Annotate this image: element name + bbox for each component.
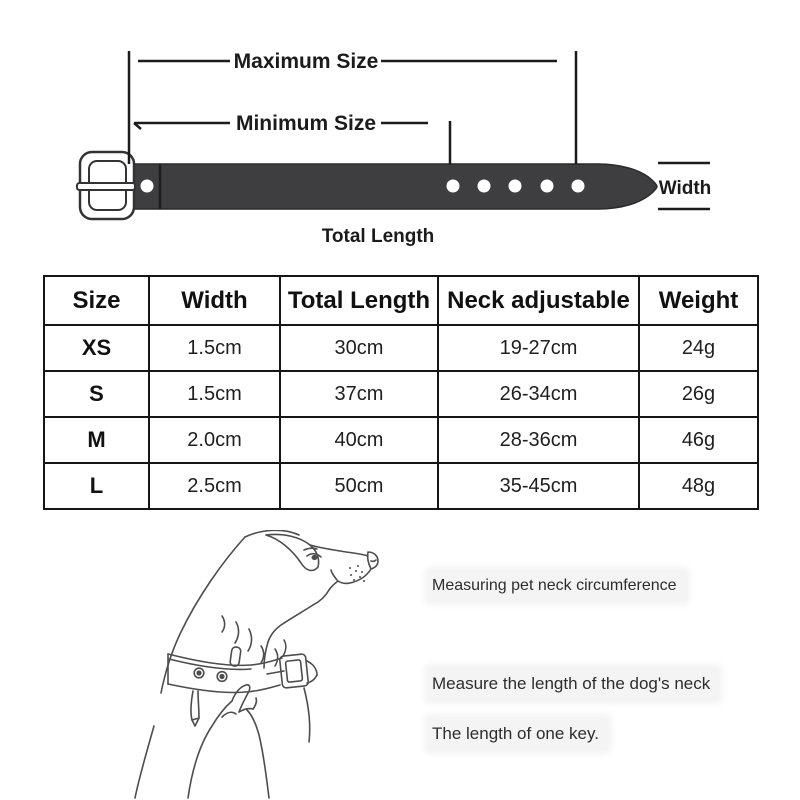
collar-measurement-diagram: [0, 0, 800, 262]
minimum-size-label: Minimum Size: [235, 112, 377, 135]
instruction-neck-circumference: Measuring pet neck circumference: [428, 571, 686, 601]
cell-width: 1.5cm: [149, 371, 280, 417]
collar-loop: [230, 647, 242, 667]
cell-width: 2.0cm: [149, 417, 280, 463]
maximum-size-label: Maximum Size: [233, 50, 379, 73]
column-header-size: Size: [44, 276, 149, 325]
cell-width: 1.5cm: [149, 325, 280, 371]
cell-weight: 46g: [639, 417, 758, 463]
cell-size: M: [44, 417, 149, 463]
dog-whisker-dots: [349, 565, 365, 582]
column-header-total-length: Total Length: [280, 276, 438, 325]
human-hand: [188, 685, 269, 798]
total-length-label: Total Length: [321, 226, 435, 247]
cell-neck-adjustable: 28-36cm: [438, 417, 639, 463]
size-chart: [43, 275, 759, 510]
cell-neck-adjustable: 26-34cm: [438, 371, 639, 417]
cell-width: 2.5cm: [149, 463, 280, 509]
belt-buckle: [77, 152, 135, 219]
instruction-neck-length: Measure the length of the dog's neck: [428, 668, 719, 700]
cell-neck-adjustable: 19-27cm: [438, 325, 639, 371]
cell-weight: 24g: [639, 325, 758, 371]
cell-total-length: 40cm: [280, 417, 438, 463]
cell-total-length: 37cm: [280, 371, 438, 417]
column-header-neck-adjustable: Neck adjustable: [438, 276, 639, 325]
dog-nostril: [371, 560, 376, 561]
cell-size: L: [44, 463, 149, 509]
instruction-key-length: The length of one key.: [428, 718, 608, 750]
dog-ear: [266, 534, 319, 570]
dog-fur-strokes: [222, 616, 286, 666]
belt-strap: [83, 164, 657, 209]
cell-weight: 26g: [639, 371, 758, 417]
table-row-s: [44, 371, 758, 417]
dog-forehead-nose-bridge: [310, 545, 368, 556]
cell-total-length: 50cm: [280, 463, 438, 509]
dog-upper-lip: [338, 569, 371, 583]
column-header-width: Width: [149, 276, 280, 325]
table-row-xs: [44, 325, 758, 371]
dog-mouth-line: [329, 581, 338, 590]
collar-strap-tail: [191, 691, 199, 720]
size-chart-table: [43, 275, 759, 510]
dog-neck-front: [264, 642, 268, 668]
cell-neck-adjustable: 35-45cm: [438, 463, 639, 509]
cell-size: S: [44, 371, 149, 417]
width-label: Width: [658, 178, 712, 199]
dog-eye: [312, 556, 316, 560]
dog-shoulder: [304, 688, 310, 742]
cell-total-length: 30cm: [280, 325, 438, 371]
dog-chin-jaw: [268, 590, 329, 642]
dog-measurement-illustration: [118, 530, 418, 800]
cell-size: XS: [44, 325, 149, 371]
table-row-m: [44, 417, 758, 463]
dog-chest: [135, 726, 154, 798]
table-row-l: [44, 463, 758, 509]
column-header-weight: Weight: [639, 276, 758, 325]
cell-weight: 48g: [639, 463, 758, 509]
dog-mouth-corner: [331, 570, 337, 580]
header-row: [44, 276, 758, 325]
